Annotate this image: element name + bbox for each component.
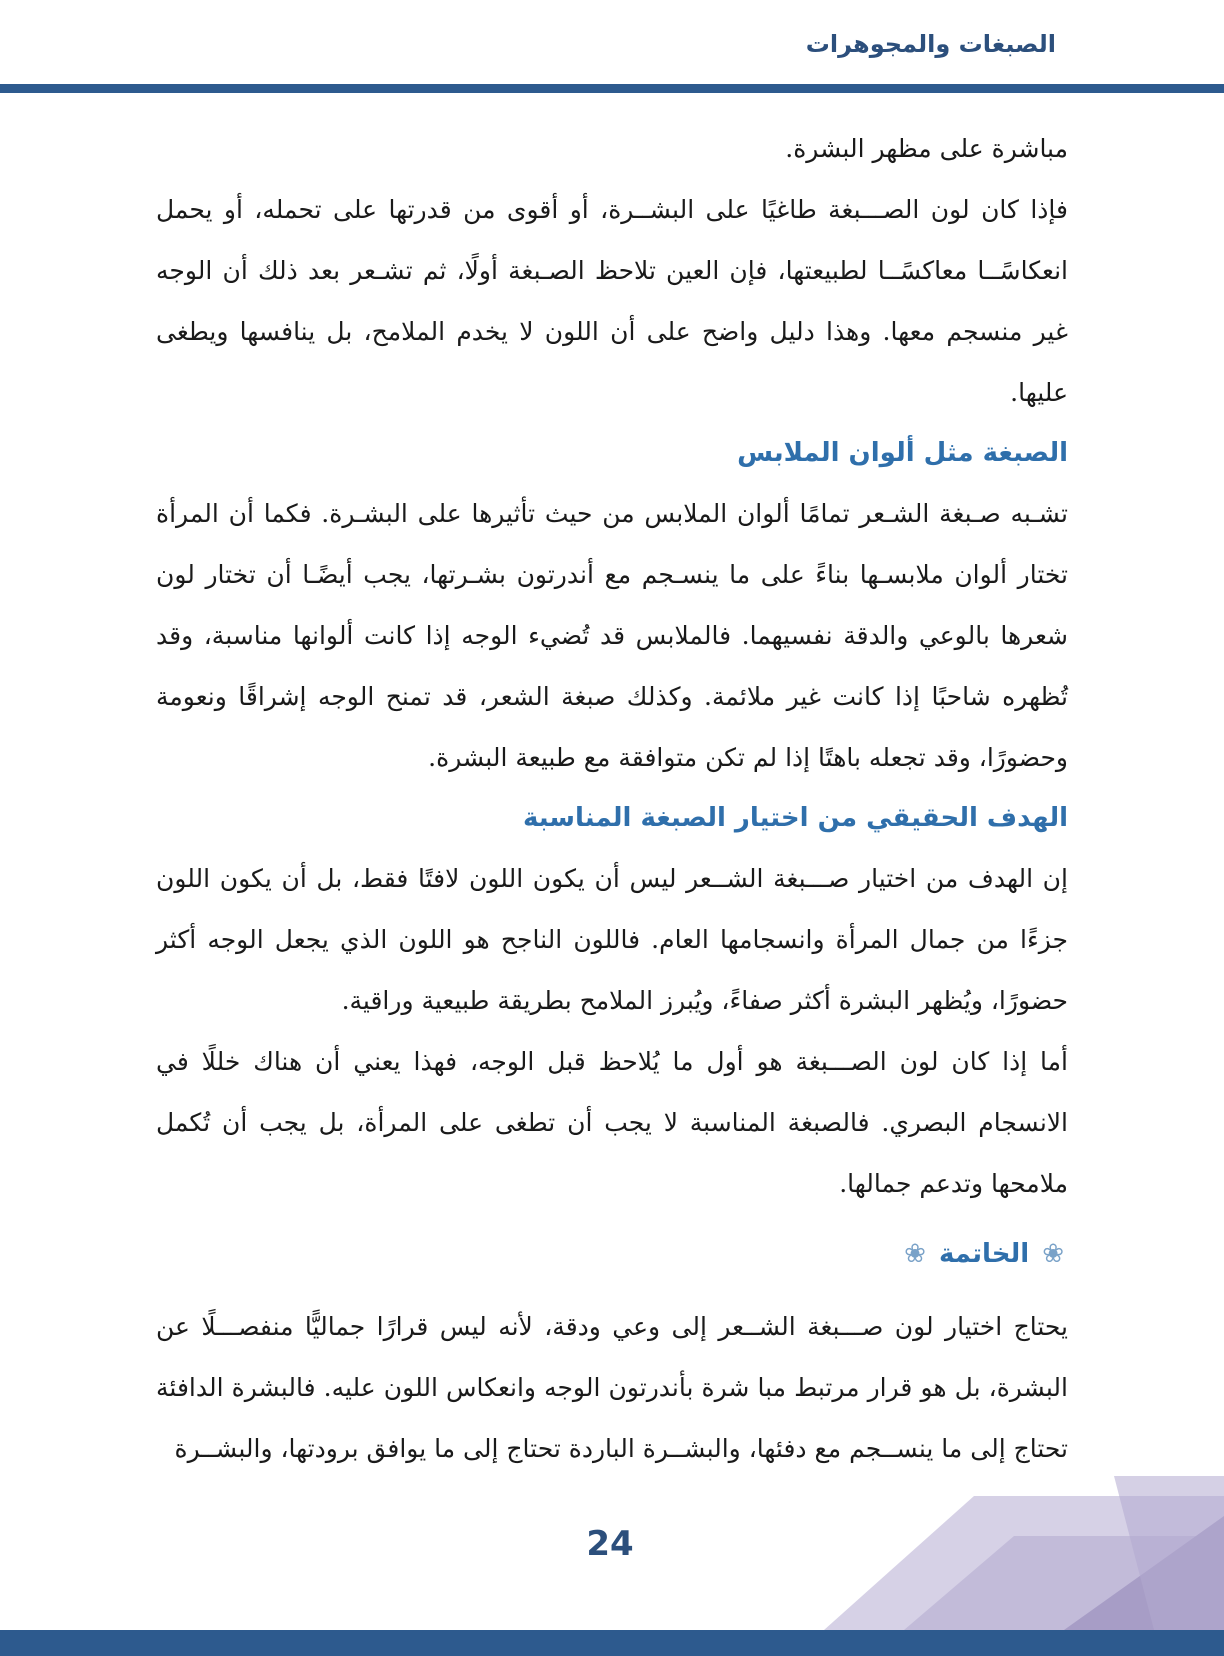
running-header-title: الصبغات والمجوهرات	[805, 30, 1056, 58]
paragraph-continuation: مباشرة على مظهر البشرة.	[785, 134, 1068, 163]
section-heading-goal: الهدف الحقيقي من اختيار الصبغة المناسبة	[523, 803, 1068, 833]
header-rule	[0, 84, 1224, 93]
page-number: 24	[586, 1524, 634, 1564]
flower-ornament-icon: ❀	[904, 1239, 926, 1269]
footer-bar	[0, 1630, 1224, 1656]
paragraph-conclusion: يحتاج اختيار لون صـــبغة الشــعر إلى وعي ودقة، لأنه ليس قرارًا جماليًّا منفصـــلًا عن البشرة، بل هو قرار مرتبط مبا شرة بأندرتون الوجه وانعكاس اللون عليه. فالبشرة الدافئة تحتاج إلى ما ينســجم مع دفئها، والبشــرة الباردة تحتاج إلى ما يوافق برودتها، والبشــرة	[156, 1312, 1068, 1463]
section-heading-clothing: الصبغة مثل ألوان الملابس	[737, 438, 1068, 468]
paragraph-visual-harmony: أما إذا كان لون الصـــبغة هو أول ما يُلاحظ قبل الوجه، فهذا يعني أن هناك خللًا في الانسجام البصري. فالصبغة المناسبة لا يجب أن تطغى على المرأة، بل يجب أن تُكمل ملامحها وتدعم جمالها.	[156, 1047, 1068, 1198]
page-body	[156, 118, 1068, 1479]
paragraph-goal: إن الهدف من اختيار صـــبغة الشــعر ليس أن يكون اللون لافتًا فقط، بل أن يكون اللون جزءًا من جمال المرأة وانسجامها العام. فاللون الناجح هو اللون الذي يجعل الوجه أكثر حضورًا، ويُظهر البشرة أكثر صفاءً، ويُبرز الملامح بطريقة طبيعية وراقية.	[156, 864, 1068, 1015]
section-heading-conclusion	[156, 1228, 1068, 1280]
flower-ornament-icon: ❀	[1042, 1239, 1064, 1269]
paragraph-clothing-analogy: تشـبه صـبغة الشـعر تمامًا ألوان الملابس من حيث تأثيرها على البشـرة. فكما أن المرأة تختار ألوان ملابسـها بناءً على ما ينسـجم مع أندرتون بشـرتها، يجب أيضًـا أن تختار لون شعرها بالوعي والدقة نفسيهما. فالملابس قد تُضيء الوجه إذا كانت ألوانها مناسبة، وقد تُظهره شاحبًا إذا كانت غير ملائمة. وكذلك صبغة الشعر، قد تمنح الوجه إشراقًا ونعومة وحضورًا، وقد تجعله باهتًا إذا لم تكن متوافقة مع طبيعة البشرة.	[156, 499, 1068, 772]
conclusion-heading-text: الخاتمة	[939, 1239, 1030, 1269]
paragraph-dominant-color: فإذا كان لون الصـــبغة طاغيًا على البشــرة، أو أقوى من قدرتها على تحمله، أو يحمل انعكاسًــا معاكسًــا لطبيعتها، فإن العين تلاحظ الصـبغة أولًا، ثم تشـعر بعد ذلك أن الوجه غير منسجم معها. وهذا دليل واضح على أن اللون لا يخدم الملامح، بل ينافسها ويطغى عليها.	[156, 195, 1068, 407]
corner-decoration	[824, 1476, 1224, 1630]
